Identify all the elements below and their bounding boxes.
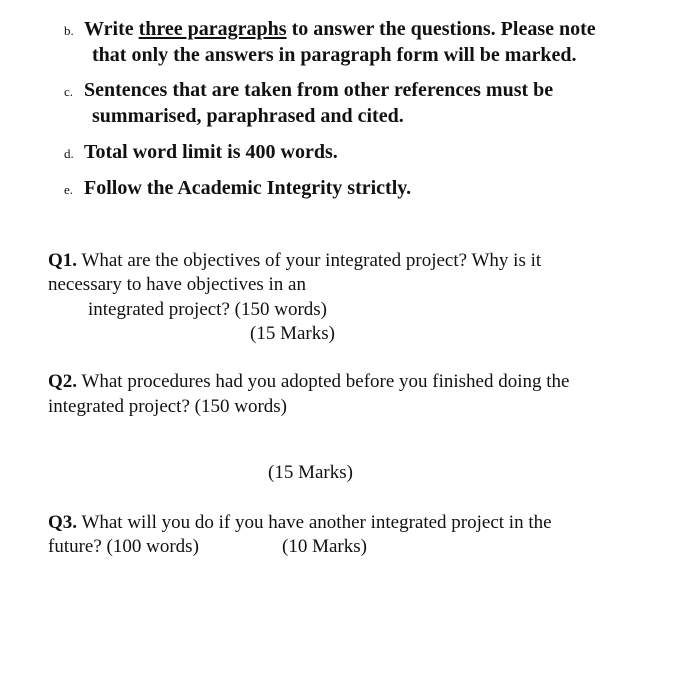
instruction-b-underlined: three paragraphs: [138, 18, 287, 40]
question-1-label: Q1.: [48, 250, 78, 271]
instruction-b-marker: b.: [64, 23, 74, 38]
question-3-text1: What will you do if you have another integrated project in the: [77, 512, 552, 533]
question-3-label: Q3.: [48, 512, 78, 533]
instruction-c-line1: Sentences that are taken from other references must be: [84, 79, 554, 101]
instruction-c: [64, 78, 553, 129]
instruction-b-text-post: to answer the questions. Please note: [286, 18, 596, 40]
instruction-e-marker: e.: [64, 182, 74, 197]
instruction-d-marker: d.: [64, 146, 74, 161]
instruction-d-line1: Total word limit is 400 words.: [84, 141, 338, 163]
question-3-line2: future? (100 words): [48, 536, 199, 557]
instruction-c-marker: c.: [64, 84, 74, 99]
instruction-e-line1: Follow the Academic Integrity strictly.: [84, 177, 412, 199]
question-3-marks: (10 Marks): [282, 536, 367, 557]
question-2-marks: (15 Marks): [268, 462, 353, 483]
question-2-line2: integrated project? (150 words): [48, 396, 287, 417]
question-1-line2: necessary to have objectives in an: [48, 274, 306, 295]
question-1-marks: (15 Marks): [250, 323, 335, 344]
instruction-b-text-pre: Write: [84, 18, 139, 40]
instruction-c-line2: summarised, paraphrased and cited.: [92, 105, 404, 127]
question-2-line1: [48, 370, 569, 394]
question-2-label: Q2.: [48, 371, 78, 392]
instruction-b: [64, 17, 596, 68]
question-1-text1: What are the objectives of your integrated project? Why is it: [77, 250, 542, 271]
question-1-line3: integrated project? (150 words): [88, 299, 327, 320]
question-1-line1: [48, 249, 541, 273]
instruction-e: [64, 176, 411, 202]
cropped-previous-line: [100, 0, 420, 4]
question-2-text1: What procedures had you adopted before you finished doing the: [77, 371, 570, 392]
instruction-d: [64, 140, 338, 166]
question-3-line1: [48, 511, 552, 535]
instruction-b-line2: that only the answers in paragraph form will be marked.: [92, 44, 577, 66]
